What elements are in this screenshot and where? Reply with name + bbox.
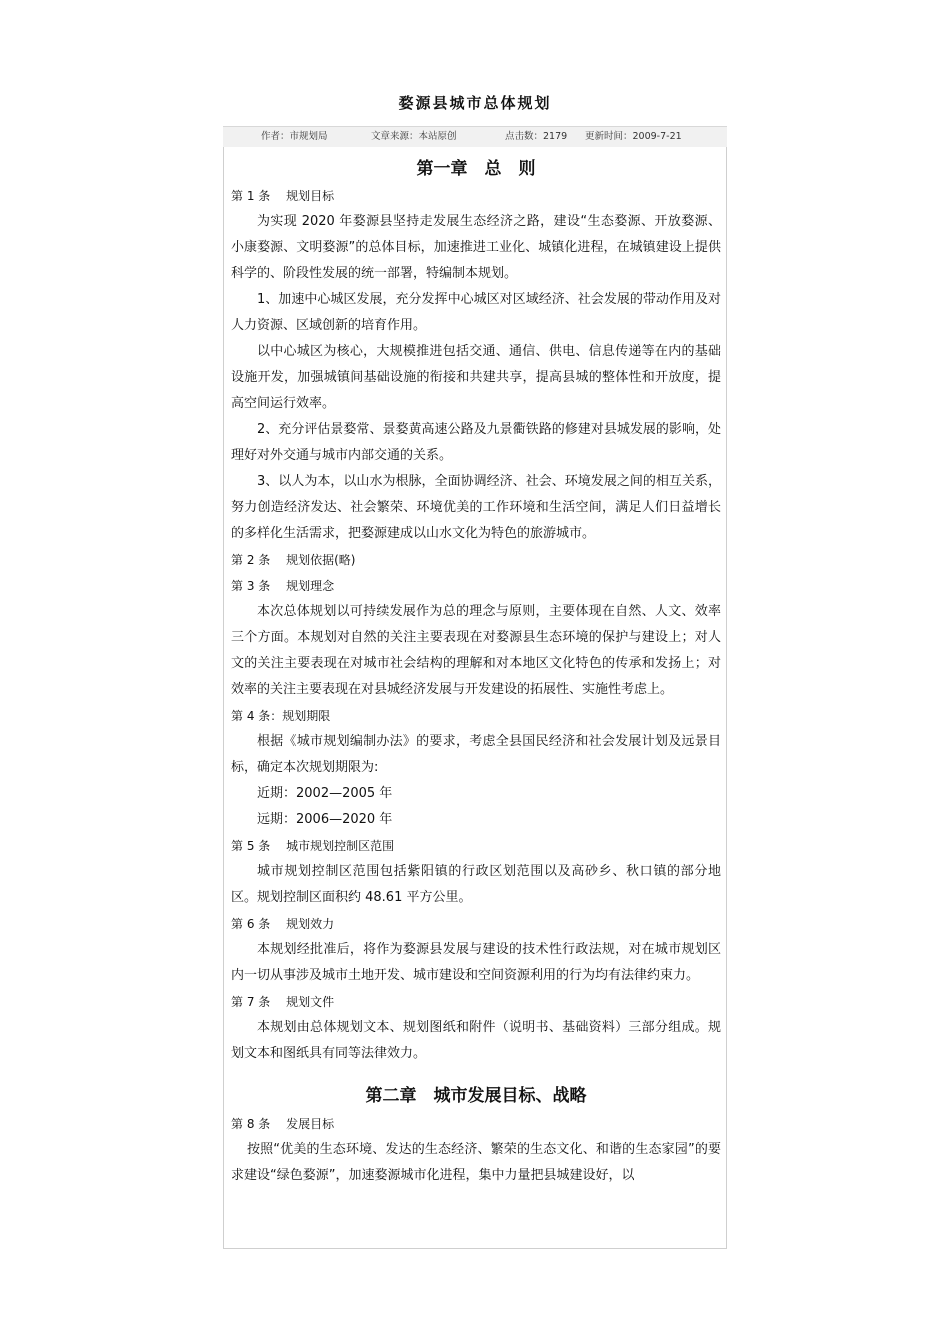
article-5-heading: 第 5 条 城市规划控制区范围 xyxy=(231,839,395,853)
article-8-paragraph-1: 按照“优美的生态环境、发达的生态经济、繁荣的生态文化、和谐的生态家园”的要求建设“绿色婺源”，加速婺源城市化进程，集中力量把县城建设好，以 xyxy=(231,1142,721,1183)
article-body xyxy=(223,147,727,1249)
article-1-paragraph-5: 3、以人为本，以山水为根脉，全面协调经济、社会、环境发展之间的相互关系，努力创造经济发达、社会繁荣、环境优美的工作环境和生活空间，满足人们日益增长的多样化生活需求，把婺源建成以山水文化为特色的旅游城市。 xyxy=(231,474,721,541)
meta-source: 文章来源：本站原创 xyxy=(371,131,457,142)
article-1-paragraph-2: 1、加速中心城区发展，充分发挥中心城区对区域经济、社会发展的带动作用及对人力资源、区域创新的培育作用。 xyxy=(231,292,721,333)
meta-updated: 更新时间：2009-7-21 xyxy=(585,131,682,142)
article-meta-bar xyxy=(223,126,727,147)
article-7-heading: 第 7 条 规划文件 xyxy=(231,995,335,1009)
article-3-heading: 第 3 条 规划理念 xyxy=(231,579,335,593)
article-1-paragraph-4: 2、充分评估景婺常、景婺黄高速公路及九景衢铁路的修建对县城发展的影响，处理好对外交通与城市内部交通的关系。 xyxy=(231,422,721,463)
page-title: 婺源县城市总体规划 xyxy=(398,94,552,112)
article-1-heading: 第 1 条 规划目标 xyxy=(231,189,335,203)
chapter-2-title: 第二章 城市发展目标、战略 xyxy=(365,1086,587,1106)
article-1-paragraph-1: 为实现 2020 年婺源县坚持走发展生态经济之路，建设“生态婺源、开放婺源、小康婺源、文明婺源”的总体目标，加速推进工业化、城镇化进程，在城镇建设上提供科学的、阶段性发展的统一部署，特编制本规划。 xyxy=(231,214,721,281)
article-6-heading: 第 6 条 规划效力 xyxy=(231,917,335,931)
article-2-heading: 第 2 条 规划依据(略) xyxy=(231,553,356,567)
article-1-paragraph-3: 以中心城区为核心，大规模推进包括交通、通信、供电、信息传递等在内的基础设施开发，加强城镇间基础设施的衔接和共建共享，提高县城的整体性和开放度，提高空间运行效率。 xyxy=(231,344,721,411)
article-8-heading: 第 8 条 发展目标 xyxy=(231,1117,335,1131)
article-5-paragraph-1: 城市规划控制区范围包括紫阳镇的行政区划范围以及高砂乡、秋口镇的部分地区。规划控制区面积约 48.61 平方公里。 xyxy=(231,864,721,905)
meta-clicks: 点击数：2179 xyxy=(505,131,568,142)
chapter-1-title: 第一章 总 则 xyxy=(416,159,536,179)
article-7-paragraph-1: 本规划由总体规划文本、规划图纸和附件（说明书、基础资料）三部分组成。规划文本和图纸具有同等法律效力。 xyxy=(231,1020,721,1061)
article-6-paragraph-1: 本规划经批准后，将作为婺源县发展与建设的技术性行政法规，对在城市规划区内一切从事涉及城市土地开发、城市建设和空间资源利用的行为均有法律约束力。 xyxy=(231,942,721,983)
article-4-long-term: 远期：2006—2020 年 xyxy=(257,812,393,827)
article-3-paragraph-1: 本次总体规划以可持续发展作为总的理念与原则，主要体现在自然、人文、效率三个方面。本规划对自然的关注主要表现在对婺源县生态环境的保护与建设上；对人文的关注主要表现在对城市社会结构的理解和对本地区文化特色的传承和发扬上；对效率的关注主要表现在对县城经济发展与开发建设的拓展性、实施性考虑上。 xyxy=(231,604,721,697)
article-4-near-term: 近期：2002—2005 年 xyxy=(257,786,393,801)
meta-author: 作者：市规划局 xyxy=(261,131,328,142)
article-content xyxy=(231,147,721,1189)
article-4-heading: 第 4 条：规划期限 xyxy=(231,709,331,723)
article-4-paragraph-1: 根据《城市规划编制办法》的要求，考虑全县国民经济和社会发展计划及远景目标，确定本次规划期限为: xyxy=(231,734,721,775)
